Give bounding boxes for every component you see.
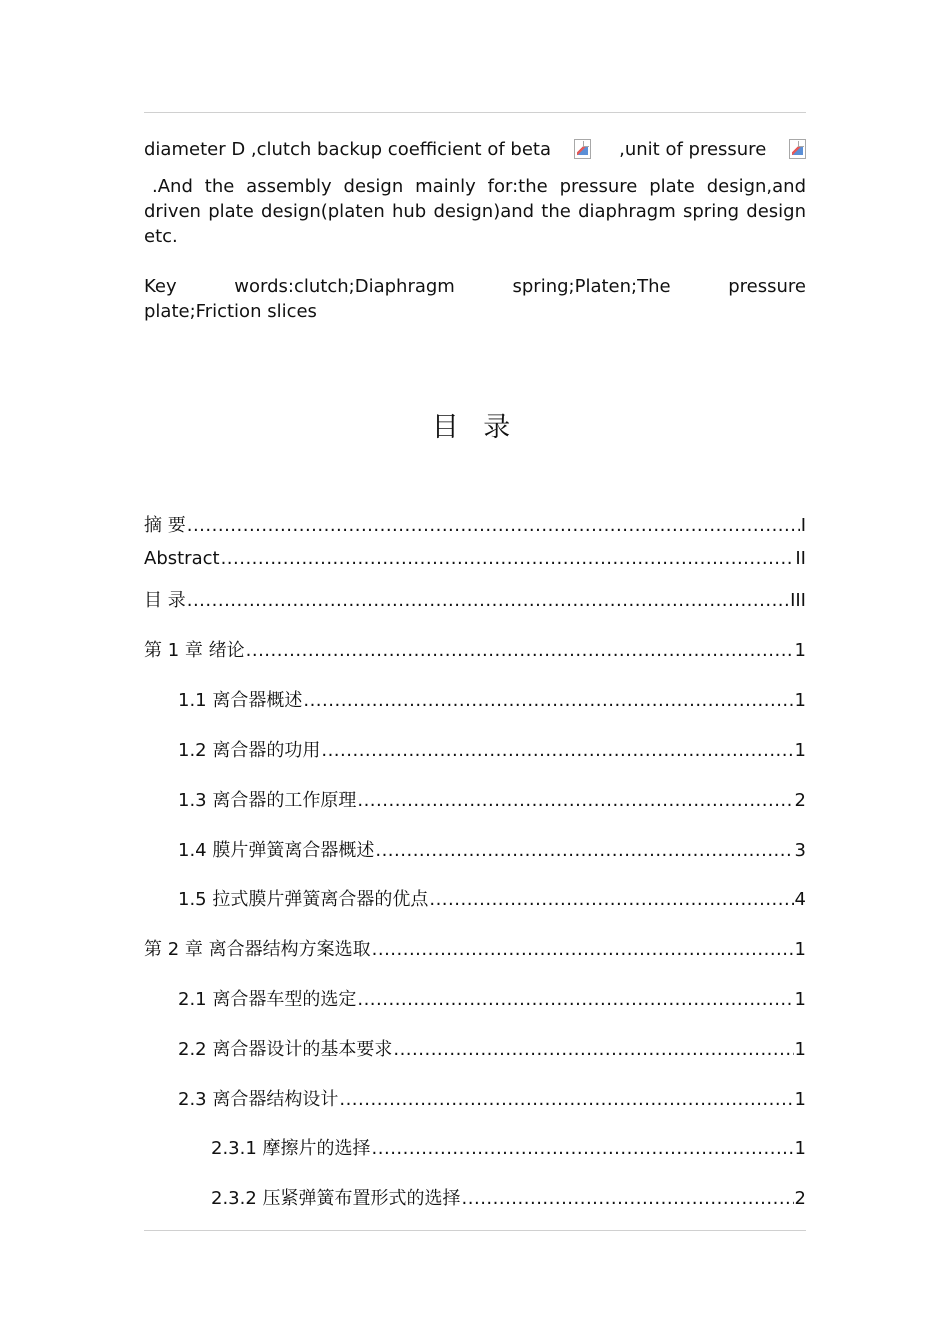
toc-entry[interactable] <box>144 548 806 574</box>
toc-entry-title: 1.2 离合器的功用 <box>178 740 321 761</box>
toc-entry[interactable] <box>178 836 806 862</box>
toc-entry[interactable] <box>178 786 806 812</box>
toc-entry[interactable] <box>144 636 806 662</box>
toc-entry[interactable] <box>144 511 806 537</box>
toc-leader-dots <box>429 889 793 910</box>
toc-entry-page: 1 <box>794 1138 806 1159</box>
toc-leader-dots <box>246 640 794 661</box>
toc-entry-page: 1 <box>794 740 806 761</box>
toc-leader-dots <box>303 690 793 711</box>
abstract-first-line <box>144 134 806 164</box>
abstract-text-part1: diameter D ,clutch backup coefficient of beta <box>144 138 551 160</box>
toc-entry-page: 1 <box>794 640 806 661</box>
broken-image-icon <box>574 139 591 159</box>
abstract-paragraph: .And the assembly design mainly for:the pressure plate design,and driven plate design(platen hub design)and the diaphragm spring design etc. <box>144 176 806 247</box>
toc-entry-page: 1 <box>794 1039 806 1060</box>
toc-entry-title: 第 1 章 绪论 <box>144 640 245 661</box>
toc-entry-page: 3 <box>794 840 806 861</box>
toc-leader-dots <box>187 590 789 611</box>
keyword-word: Key <box>144 276 177 297</box>
toc-entry-title: 2.2 离合器设计的基本要求 <box>178 1039 393 1060</box>
toc-entry-page: II <box>795 548 806 569</box>
toc-entry-page: 1 <box>794 939 806 960</box>
keywords-line2: plate;Friction slices <box>144 301 317 322</box>
footer-rule <box>144 1230 806 1231</box>
toc-leader-dots <box>339 1089 793 1110</box>
keywords-line1 <box>144 274 806 299</box>
toc-entry-page: I <box>800 515 806 536</box>
toc-entry-page: 2 <box>794 790 806 811</box>
toc-entry[interactable] <box>178 686 806 712</box>
toc-entry-title: 目 录 <box>144 590 186 611</box>
toc-entry-title: 2.1 离合器车型的选定 <box>178 989 357 1010</box>
toc-leader-dots <box>393 1039 793 1060</box>
toc-entry-page: 1 <box>794 1089 806 1110</box>
toc-entry-page: 2 <box>794 1188 806 1209</box>
toc-entry[interactable] <box>178 985 806 1011</box>
toc-entry-title: 2.3 离合器结构设计 <box>178 1089 339 1110</box>
toc-leader-dots <box>321 740 793 761</box>
toc-entry[interactable] <box>178 736 806 762</box>
header-rule <box>144 112 806 113</box>
toc-entry-title: 1.5 拉式膜片弹簧离合器的优点 <box>178 889 429 910</box>
toc-entry[interactable] <box>178 885 806 911</box>
toc-leader-dots <box>372 1138 794 1159</box>
toc-leader-dots <box>221 548 795 569</box>
toc-entry-page: III <box>790 590 806 611</box>
toc-entry-page: 1 <box>794 989 806 1010</box>
abstract-section <box>144 134 806 324</box>
toc-leader-dots <box>372 939 794 960</box>
broken-image-icon <box>789 139 806 159</box>
toc-leader-dots <box>375 840 793 861</box>
toc-entry-title: 2.3.2 压紧弹簧布置形式的选择 <box>211 1188 461 1209</box>
toc-leader-dots <box>357 790 793 811</box>
keyword-word: spring;Platen;The <box>512 276 671 297</box>
keyword-word: pressure <box>728 276 806 297</box>
toc-leader-dots <box>462 1188 794 1209</box>
toc-entry-page: 4 <box>794 889 806 910</box>
abstract-text-part2: ,unit of pressure <box>613 138 767 160</box>
toc-leader-dots <box>187 515 800 536</box>
toc-entry[interactable] <box>144 935 806 961</box>
toc-entry[interactable] <box>178 1085 806 1111</box>
toc-entry[interactable] <box>144 586 806 612</box>
toc-entry-title: 摘 要 <box>144 515 186 536</box>
keywords <box>144 274 806 324</box>
toc-entry-title: 1.1 离合器概述 <box>178 690 303 711</box>
toc-entry-title: 2.3.1 摩擦片的选择 <box>211 1138 371 1159</box>
toc-entry-title: 第 2 章 离合器结构方案选取 <box>144 939 371 960</box>
toc-entry[interactable] <box>178 1035 806 1061</box>
toc-entry-page: 1 <box>794 690 806 711</box>
toc-entry-title: 1.4 膜片弹簧离合器概述 <box>178 840 375 861</box>
toc-entry-title: 1.3 离合器的工作原理 <box>178 790 357 811</box>
toc-entry-title: Abstract <box>144 548 220 569</box>
toc-entry[interactable] <box>211 1184 806 1210</box>
keyword-word: words:clutch;Diaphragm <box>234 276 455 297</box>
toc-entry[interactable] <box>211 1134 806 1160</box>
toc-title: 目 录 <box>431 412 519 443</box>
toc-leader-dots <box>357 989 793 1010</box>
